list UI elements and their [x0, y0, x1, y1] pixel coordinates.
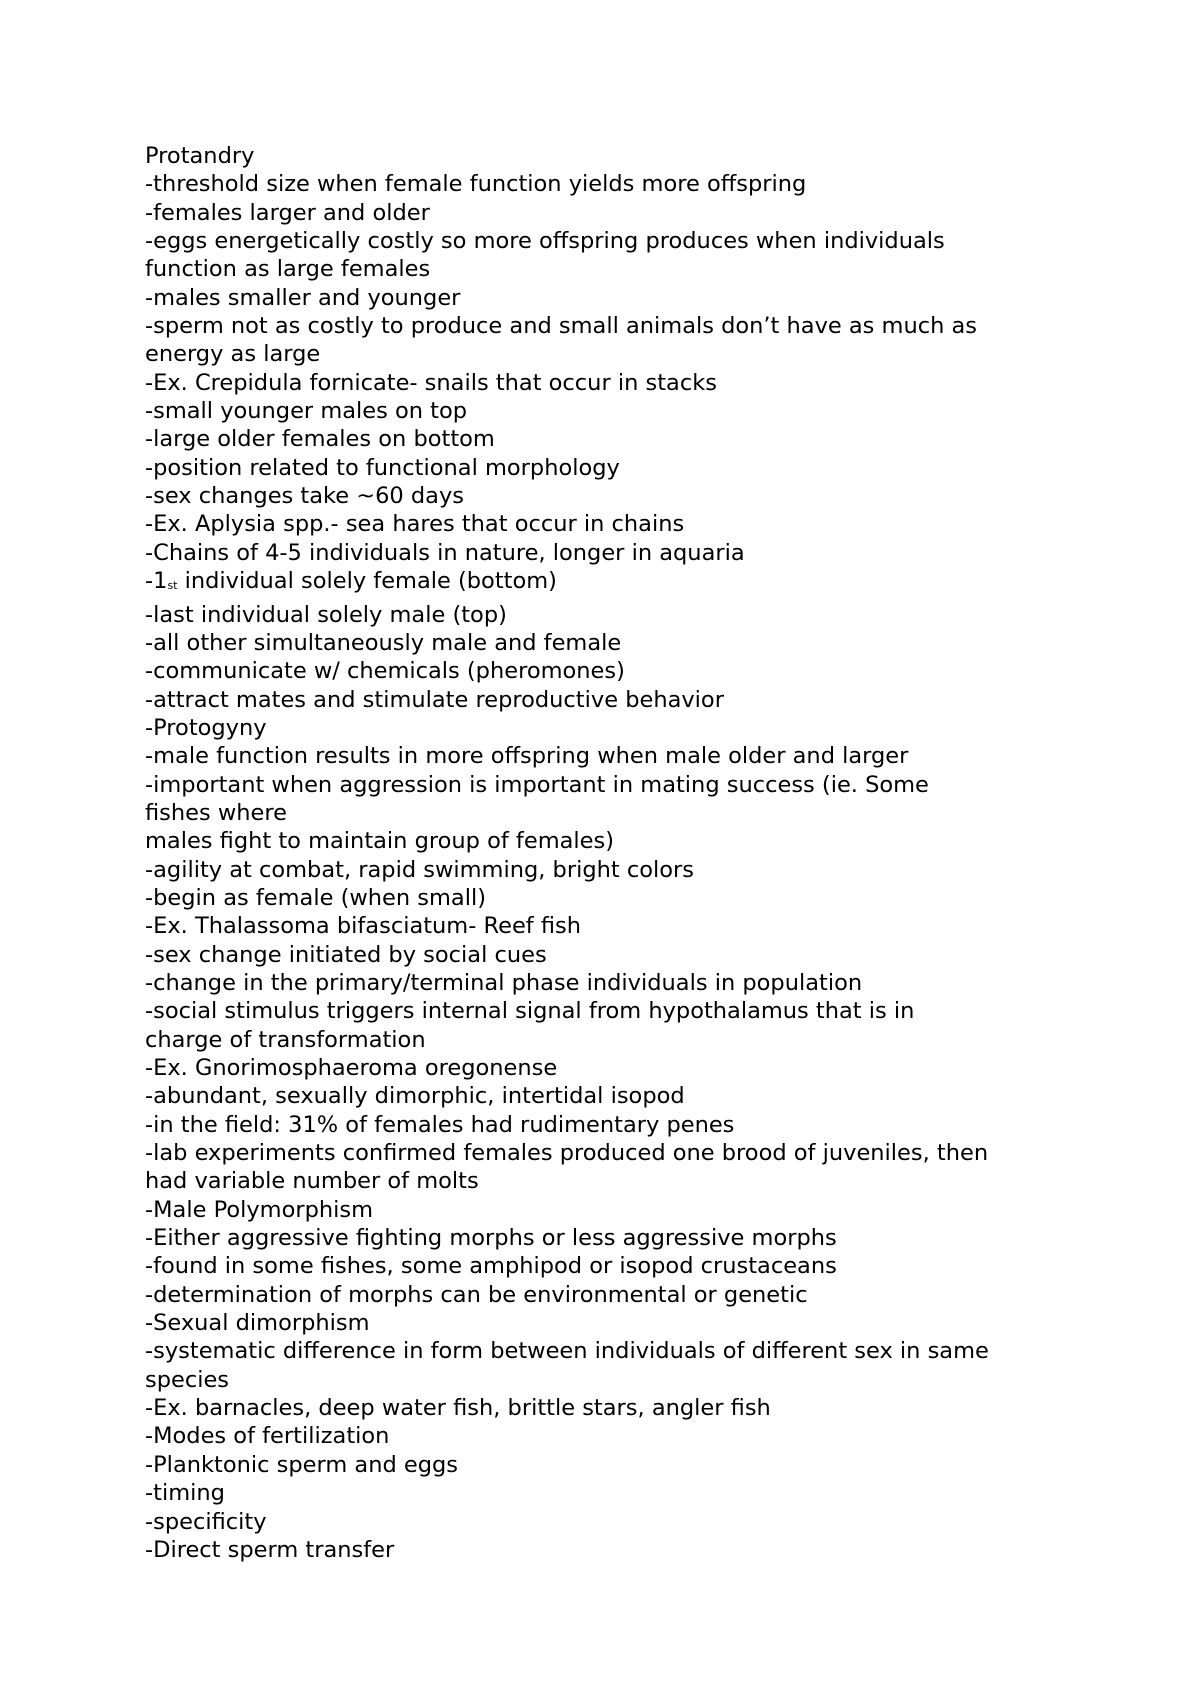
text-line: -Ex. Gnorimosphaeroma oregonense [145, 1055, 558, 1081]
text-line: -Planktonic sperm and eggs [145, 1451, 459, 1478]
text-line: -Ex. Aplysia spp.- sea hares that occur in chains [145, 511, 685, 538]
text-line: -sperm not as costly to produce and small animals don’t have as much as [145, 313, 978, 340]
text-line: -males smaller and younger [145, 284, 461, 311]
text-line: -sex changes take ~60 days [145, 483, 465, 510]
text-line: -Ex. barnacles, deep water fish, brittle stars, angler fish [145, 1395, 771, 1422]
text-line: -agility at combat, rapid swimming, bright colors [145, 856, 694, 883]
text-line-prefix: -1 [145, 568, 168, 595]
text-line: -Protogyny [145, 714, 267, 741]
text-line: -large older females on bottom [145, 426, 495, 453]
text-line: -Either aggressive fighting morphs or less aggressive morphs [145, 1225, 837, 1252]
text-line: males fight to maintain group of females) [145, 828, 614, 855]
text-line: -systematic difference in form between individuals of different sex in same [145, 1338, 989, 1365]
text-line: charge of transformation [145, 1026, 426, 1053]
text-line: -begin as female (when small) [145, 884, 486, 911]
text-line: had variable number of molts [145, 1168, 479, 1195]
text-line: -sex change initiated by social cues [145, 941, 547, 968]
text-line: -eggs energetically costly so more offspring produces when individuals [145, 228, 945, 255]
text-line: -social stimulus triggers internal signal from hypothalamus that is in [145, 998, 915, 1025]
text-line: -Ex. Thalassoma bifasciatum- Reef fish [145, 913, 582, 940]
text-line: -Direct sperm transfer [145, 1536, 395, 1563]
text-line: -position related to functional morphology [145, 454, 620, 481]
text-line: -Male Polymorphism [145, 1196, 374, 1223]
text-line: energy as large [145, 341, 321, 368]
text-line: -timing [145, 1480, 225, 1507]
text-line: -important when aggression is important in mating success (ie. Some [145, 771, 929, 798]
document-text [145, 142, 1105, 1564]
text-line: -last individual solely male (top) [145, 601, 507, 628]
text-line [145, 567, 1105, 600]
text-line: -Modes of fertilization [145, 1423, 390, 1450]
ordinal-superscript: st [167, 579, 178, 593]
text-line: -females larger and older [145, 199, 430, 226]
text-line: -found in some fishes, some amphipod or isopod crustaceans [145, 1253, 837, 1280]
text-line: -abundant, sexually dimorphic, intertidal isopod [145, 1083, 685, 1110]
text-line: -Sexual dimorphism [145, 1310, 370, 1337]
text-line: -change in the primary/terminal phase individuals in population [145, 969, 863, 996]
text-line: -communicate w/ chemicals (pheromones) [145, 658, 625, 685]
text-line: function as large females [145, 256, 431, 283]
text-line: species [145, 1366, 230, 1393]
text-line: fishes where [145, 799, 287, 826]
text-line: -small younger males on top [145, 398, 468, 425]
text-line: -in the field: 31% of females had rudimentary penes [145, 1111, 735, 1138]
text-line-suffix: individual solely female (bottom) [177, 568, 557, 595]
text-line: -specificity [145, 1508, 267, 1535]
text-line: -male function results in more offspring when male older and larger [145, 743, 909, 770]
text-line: Protandry [145, 143, 255, 169]
text-line: -all other simultaneously male and female [145, 629, 622, 656]
text-line: -threshold size when female function yields more offspring [145, 171, 807, 198]
text-line: -lab experiments confirmed females produced one brood of juveniles, then [145, 1140, 989, 1167]
text-line: -attract mates and stimulate reproductive behavior [145, 686, 724, 713]
text-line: -Ex. Crepidula fornicate- snails that occur in stacks [145, 369, 717, 396]
text-line: -determination of morphs can be environmental or genetic [145, 1281, 808, 1308]
text-line: -Chains of 4-5 individuals in nature, longer in aquaria [145, 539, 745, 566]
